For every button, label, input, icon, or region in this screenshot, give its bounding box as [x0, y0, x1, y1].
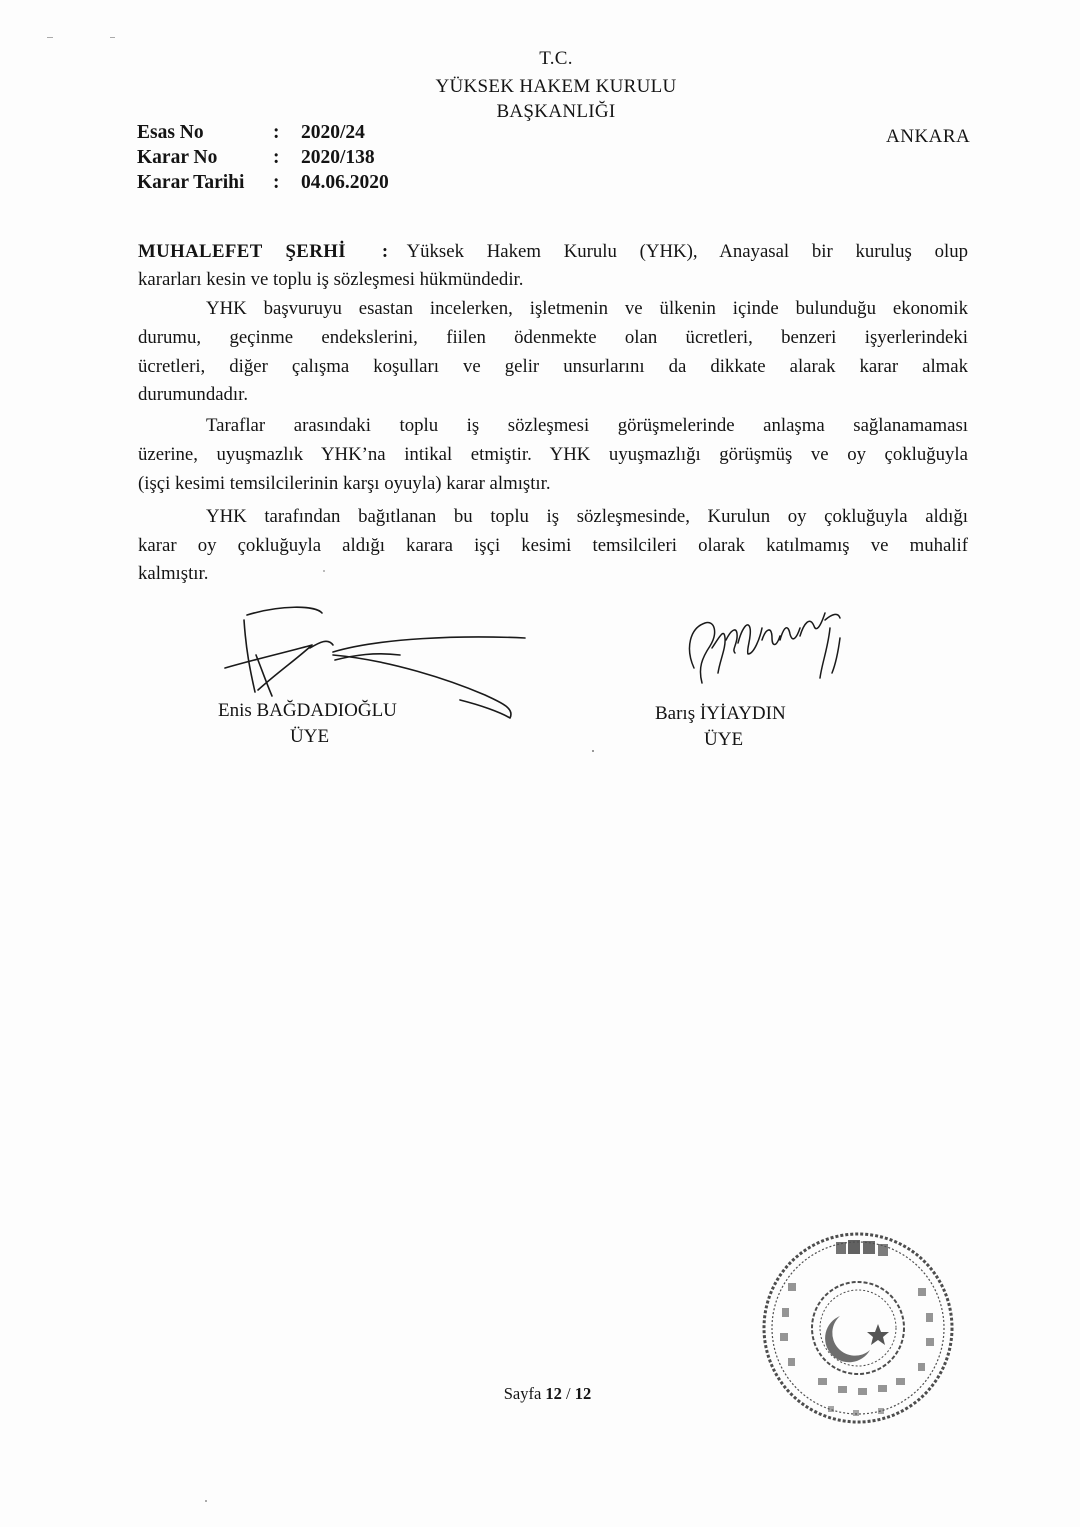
- dissent-p2-line: durumu, geçinme endekslerini, fiilen ödenmekte olan ücretleri, benzeri işyerlerindeki: [138, 327, 968, 348]
- page-prefix: Sayfa: [503, 1384, 542, 1403]
- scan-speck: [323, 570, 325, 572]
- scan-speck: [47, 37, 53, 38]
- meta-colon: :: [273, 122, 280, 143]
- header-presidency: BAŞKANLIĞI: [496, 101, 616, 122]
- signature-right: [680, 598, 860, 693]
- meta-colon: :: [273, 147, 280, 168]
- dissent-p1-text: Yüksek Hakem Kurulu (YHK), Anayasal bir kuruluş olup: [406, 241, 968, 262]
- meta-value: 2020/24: [301, 122, 365, 143]
- signatory-left-role: ÜYE: [290, 726, 330, 747]
- location: ANKARA: [886, 126, 971, 147]
- dissent-p3-line: (işçi kesimi temsilcilerinin karşı oyuyla) karar almıştır.: [138, 473, 551, 494]
- signatory-left-name: Enis BAĞDADIOĞLU: [218, 700, 397, 721]
- dissent-p4-line: kalmıştır.: [138, 563, 209, 584]
- header-institution: YÜKSEK HAKEM KURULU: [435, 76, 677, 97]
- signatory-right-role: ÜYE: [704, 729, 744, 750]
- meta-label: Esas No: [137, 122, 204, 143]
- dissent-p2-line: ücretleri, diğer çalışma koşulları ve gelir unsurlarını da dikkate alarak karar almak: [138, 356, 968, 377]
- dissent-p2-line: YHK başvuruyu esastan incelerken, işletmenin ve ülkenin içinde bulunduğu ekonomik: [206, 298, 968, 319]
- dissent-p1-line2: kararları kesin ve toplu iş sözleşmesi hükmündedir.: [138, 269, 524, 290]
- dissent-p3-line: üzerine, uyuşmazlık YHK’na intikal etmiştir. YHK uyuşmazlığı görüşmüş ve oy çokluğuyla: [138, 444, 968, 465]
- meta-value: 04.06.2020: [301, 172, 389, 193]
- dissent-p3-line: Taraflar arasındaki toplu iş sözleşmesi görüşmelerinde anlaşma sağlanamaması: [206, 415, 968, 436]
- meta-value: 2020/138: [301, 147, 375, 168]
- page-current: 12: [545, 1384, 562, 1403]
- signatory-right-name: Barış İYİAYDIN: [655, 703, 786, 724]
- dissent-p4-line: YHK tarafından bağıtlanan bu toplu iş sözleşmesinde, Kurulun oy çokluğuyla aldığı: [206, 506, 968, 527]
- header-tc: T.C.: [539, 48, 573, 69]
- scan-speck: [592, 750, 594, 752]
- dissent-p4-line: karar oy çokluğuyla aldığı karara işçi kesimi temsilcileri olarak katılmamış ve muhalif: [138, 535, 968, 556]
- page-total: 12: [574, 1384, 592, 1403]
- page-separator: /: [566, 1384, 571, 1403]
- dissent-label: MUHALEFET ŞERHİ: [138, 241, 346, 262]
- scan-speck: [110, 37, 115, 38]
- page-number: [0, 1384, 1080, 1404]
- dissent-colon: :: [381, 241, 389, 262]
- dissent-p1-line1: [138, 238, 968, 267]
- meta-colon: :: [273, 172, 280, 193]
- meta-label: Karar Tarihi: [137, 172, 245, 193]
- dissent-p2-line: durumundadır.: [138, 384, 249, 405]
- scan-speck: [205, 1500, 207, 1502]
- meta-label: Karar No: [137, 147, 218, 168]
